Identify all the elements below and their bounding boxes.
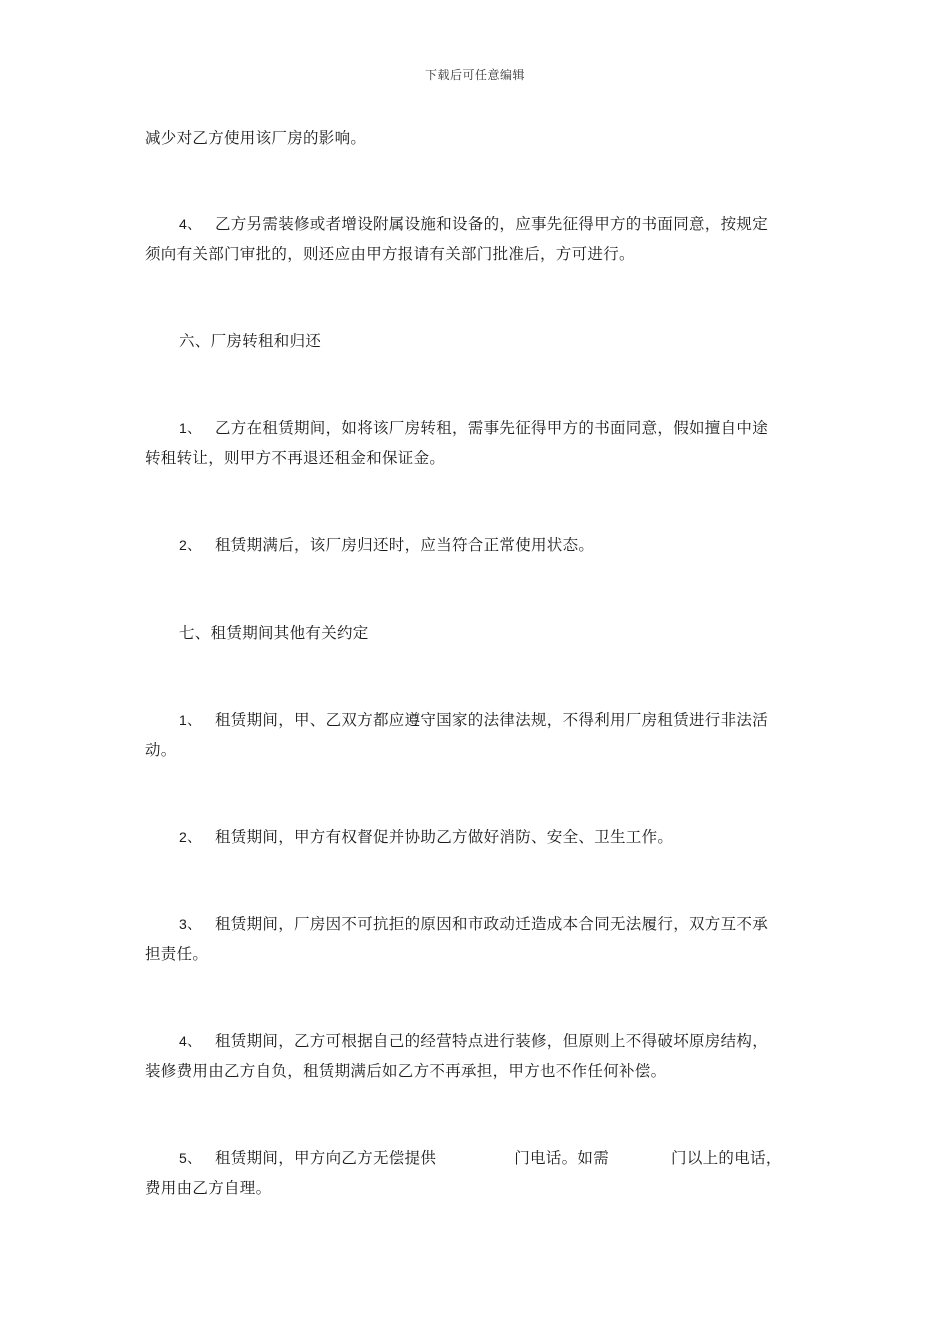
clause-text-part2: 门电话。如需 [514,1149,610,1167]
clause-7-4-line2: 装修费用由乙方自负，租赁期满后如乙方不再承担，甲方也不作任何补偿。 [145,1062,667,1080]
clause-number: 1、 [179,420,202,436]
paragraph-continuation: 减少对乙方使用该厂房的影响。 [145,129,367,147]
clause-number: 2、 [179,537,202,553]
clause-text: 乙方在租赁期间，如将该厂房转租，需事先征得甲方的书面同意，假如擅自中途 [215,419,769,437]
clause-6-1-line1 [179,418,768,438]
clause-7-5-line2: 费用由乙方自理。 [145,1179,272,1197]
clause-6-1-line2: 转租转让，则甲方不再退还租金和保证金。 [145,449,446,467]
clause-text: 乙方另需装修或者增设附属设施和设备的，应事先征得甲方的书面同意，按规定 [215,215,769,233]
clause-number: 3、 [179,916,202,932]
clause-number: 4、 [179,216,202,232]
clause-7-3-line2: 担责任。 [145,945,209,963]
clause-7-3-line1 [179,914,768,934]
clause-7-1-line1 [179,710,768,730]
clause-7-5-line1 [179,1148,782,1168]
clause-text-part3: 门以上的电话， [671,1149,782,1167]
clause-number: 5、 [179,1150,202,1166]
clause-7-4-line1 [179,1031,768,1051]
clause-text: 租赁期满后，该厂房归还时，应当符合正常使用状态。 [215,536,595,554]
clause-text: 租赁期间，甲方有权督促并协助乙方做好消防、安全、卫生工作。 [215,828,674,846]
clause-text: 租赁期间，乙方可根据自己的经营特点进行装修，但原则上不得破坏原房结构， [215,1032,769,1050]
clause-6-2-line1 [179,535,594,555]
section-heading-6: 六、厂房转租和归还 [179,332,322,350]
clause-7-1-line2: 动。 [145,741,177,759]
clause-number: 1、 [179,712,202,728]
clause-number: 4、 [179,1033,202,1049]
clause-5-4-line2: 须向有关部门审批的，则还应由甲方报请有关部门批准后，方可进行。 [145,245,635,263]
clause-7-2-line1 [179,827,673,847]
clause-text: 租赁期间，甲、乙双方都应遵守国家的法律法规，不得利用厂房租赁进行非法活 [215,711,769,729]
page-header: 下载后可任意编辑 [424,68,525,82]
section-heading-7: 七、租赁期间其他有关约定 [179,624,369,642]
clause-text-part1: 租赁期间，甲方向乙方无偿提供 [215,1149,437,1167]
clause-text: 租赁期间，厂房因不可抗拒的原因和市政动迁造成本合同无法履行，双方互不承 [215,915,769,933]
clause-number: 2、 [179,829,202,845]
clause-5-4-line1 [179,214,768,234]
